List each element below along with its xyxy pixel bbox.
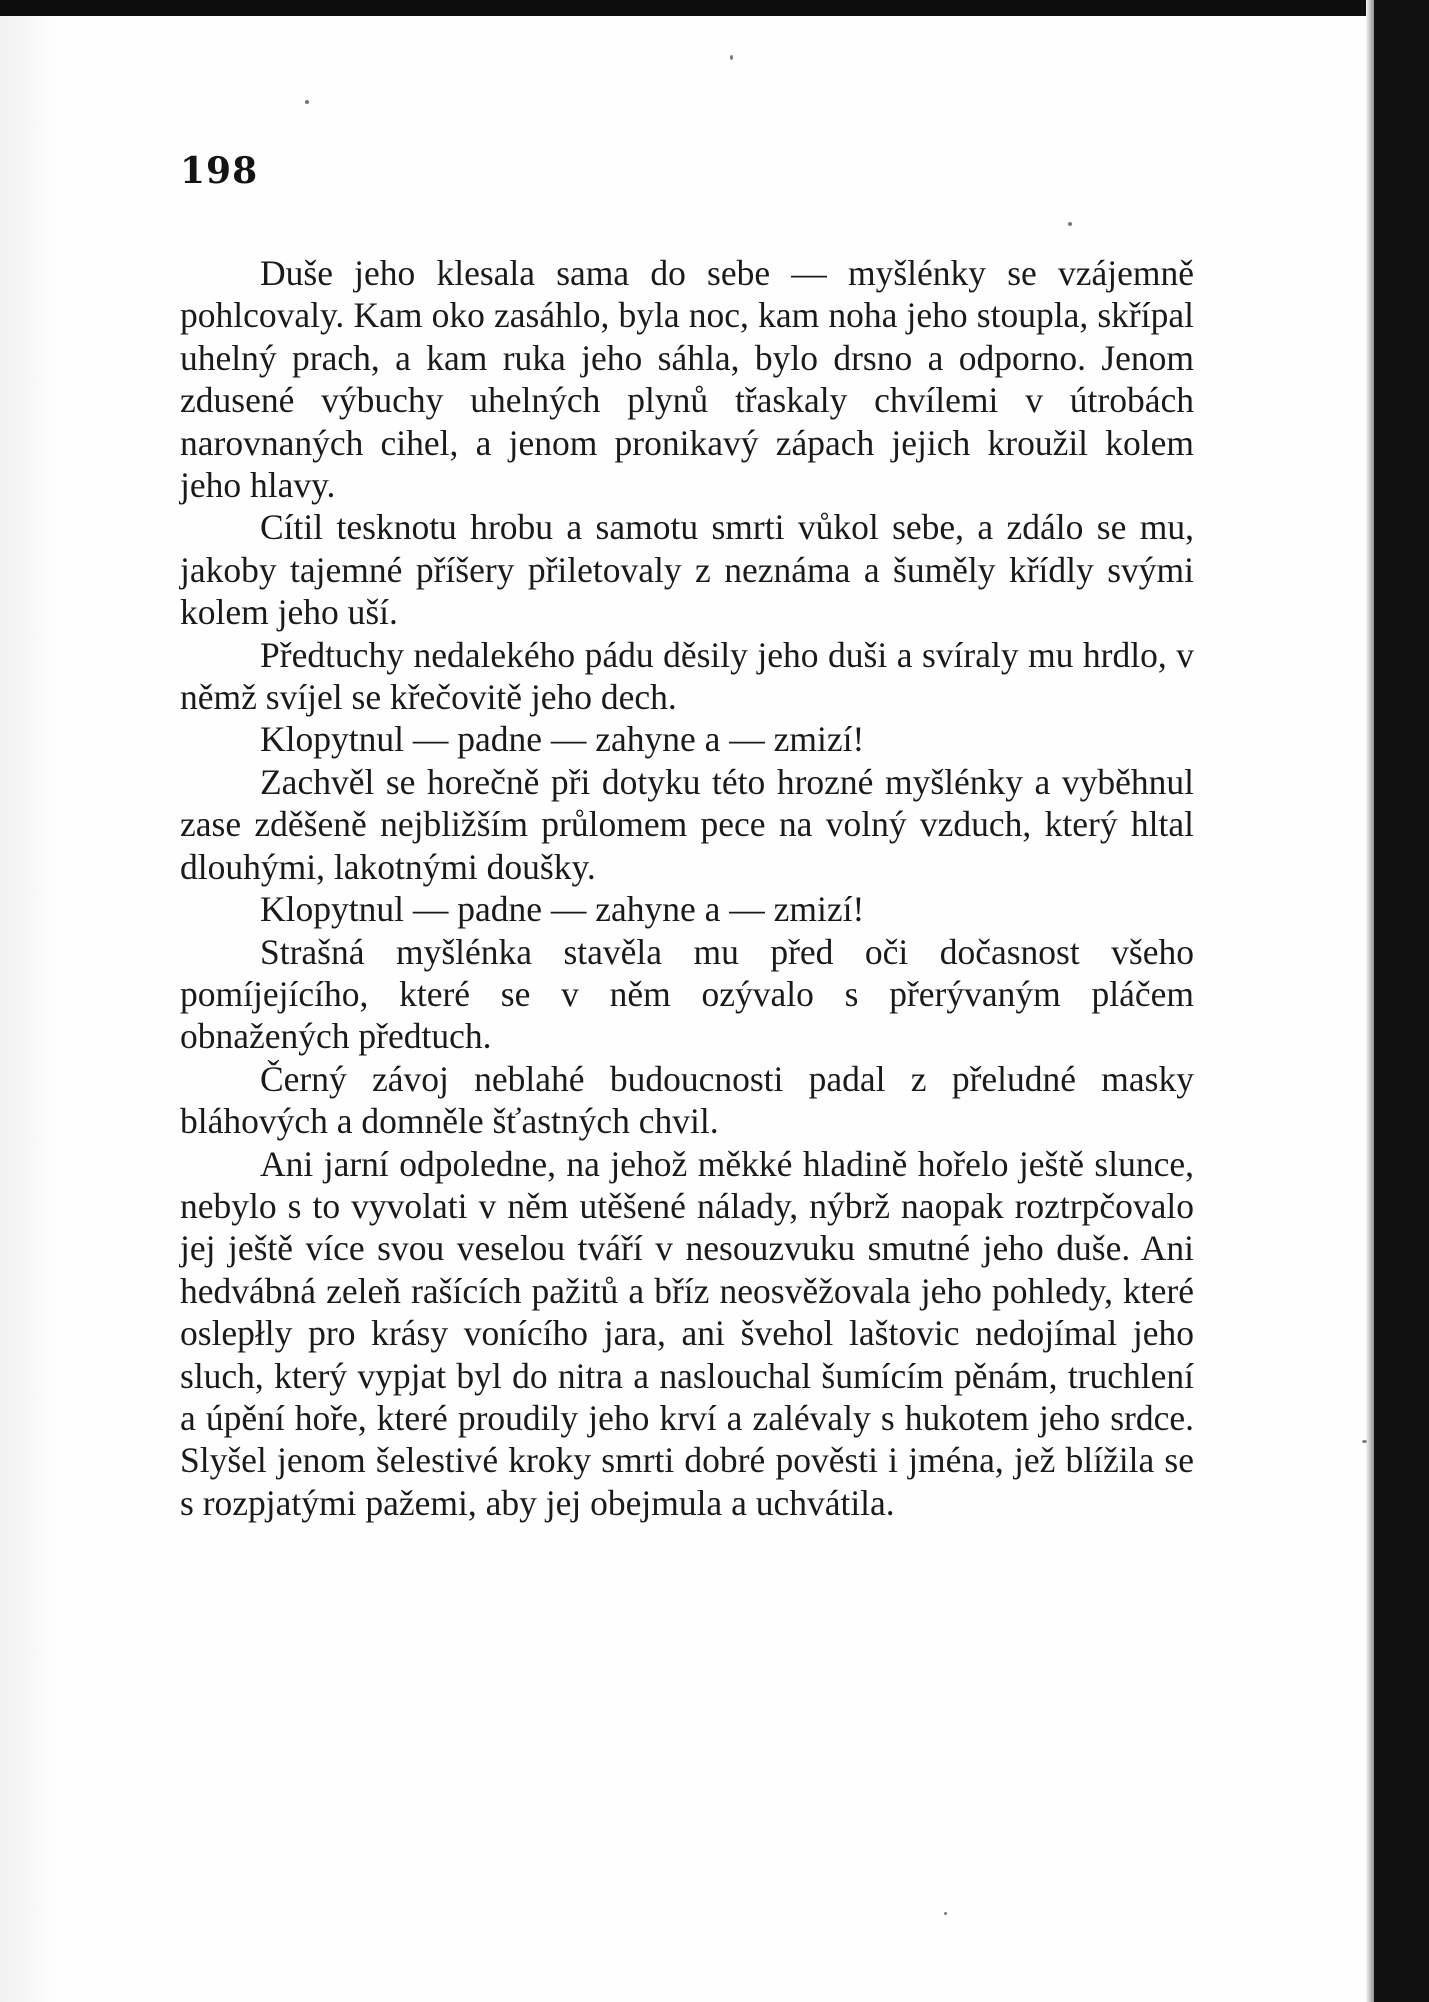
- scan-speck: [1362, 1440, 1367, 1443]
- scan-speck: [944, 1912, 947, 1915]
- paragraph: Strašná myšlénka stavěla mu před oči dočasnost všeho pomíjejícího, které se v něm ozývalo s přerývaným pláčem obnažených předtuch.: [180, 931, 1194, 1057]
- scan-left-shadow: [0, 0, 60, 2002]
- paragraph: Cítil tesknotu hrobu a samotu smrti vůkol sebe, a zdálo se mu, jakoby tajemné příšery přiletovaly z neznáma a šuměly křídly svými kolem jeho uší.: [180, 507, 1194, 633]
- paragraph: Duše jeho klesala sama do sebe — myšlénky se vzájemně pohlcovaly. Kam oko zasáhlo, byla noc, kam noha jeho stoupla, skřípal uhelný prach, a kam ruka jeho sáhla, bylo drsno a odporno. Jenom zdusené výbuchy uhelných plynů třaskaly chvílemi v útrobách narovnaných cihel, a jenom pronikavý zápach jejich kroužil kolem jeho hlavy.: [180, 253, 1194, 506]
- scan-speck: [305, 100, 309, 104]
- scan-top-border: [0, 0, 1429, 16]
- paragraph: Ani jarní odpoledne, na jehož měkké hladině hořelo ještě slunce, nebylo s to vyvolati v něm utěšené nálady, nýbrž naopak roztrpčovalo jej ještě více svou veselou tváří v nesouzvuku smutné jeho duše. Ani hedvábná zeleň rašících pažitů a bříz neosvěžovala jeho pohledy, které oslepłly pro krásy vonícího jara, ani švehol laštovic nedojímal jeho sluch, který vypjat byl do nitra a naslouchal šumícím pěnám, truchlení a úpění hoře, které proudily jeho krví a zalévaly s hukotem jeho srdce. Slyšel jenom šelestivé kroky smrti dobré pověsti i jména, jež blížila se s rozpjatými pažemi, aby jej obejmula a uchvátila.: [180, 1143, 1194, 1523]
- body-text: [180, 252, 1194, 1524]
- paragraph: Klopytnul — padne — zahyne a — zmizí!: [260, 889, 865, 930]
- scan-speck: [730, 55, 733, 60]
- page-number: 198: [180, 150, 259, 192]
- scan-right-border: [1374, 0, 1429, 2002]
- scan-speck: [1068, 222, 1072, 226]
- paragraph: Předtuchy nedalekého pádu děsily jeho duši a svíraly mu hrdlo, v němž svíjel se křečovitě jeho dech.: [180, 634, 1194, 718]
- paragraph: Černý závoj neblahé budoucnosti padal z přeludné masky bláhových a domněle šťastných chvil.: [180, 1058, 1194, 1142]
- paragraph: Zachvěl se horečně při dotyku této hrozné myšlénky a vyběhnul zase zděšeně nejbližším průlomem pece na volný vzduch, který hltal dlouhými, lakotnými doušky.: [180, 761, 1194, 887]
- paragraph: Klopytnul — padne — zahyne a — zmizí!: [260, 719, 865, 760]
